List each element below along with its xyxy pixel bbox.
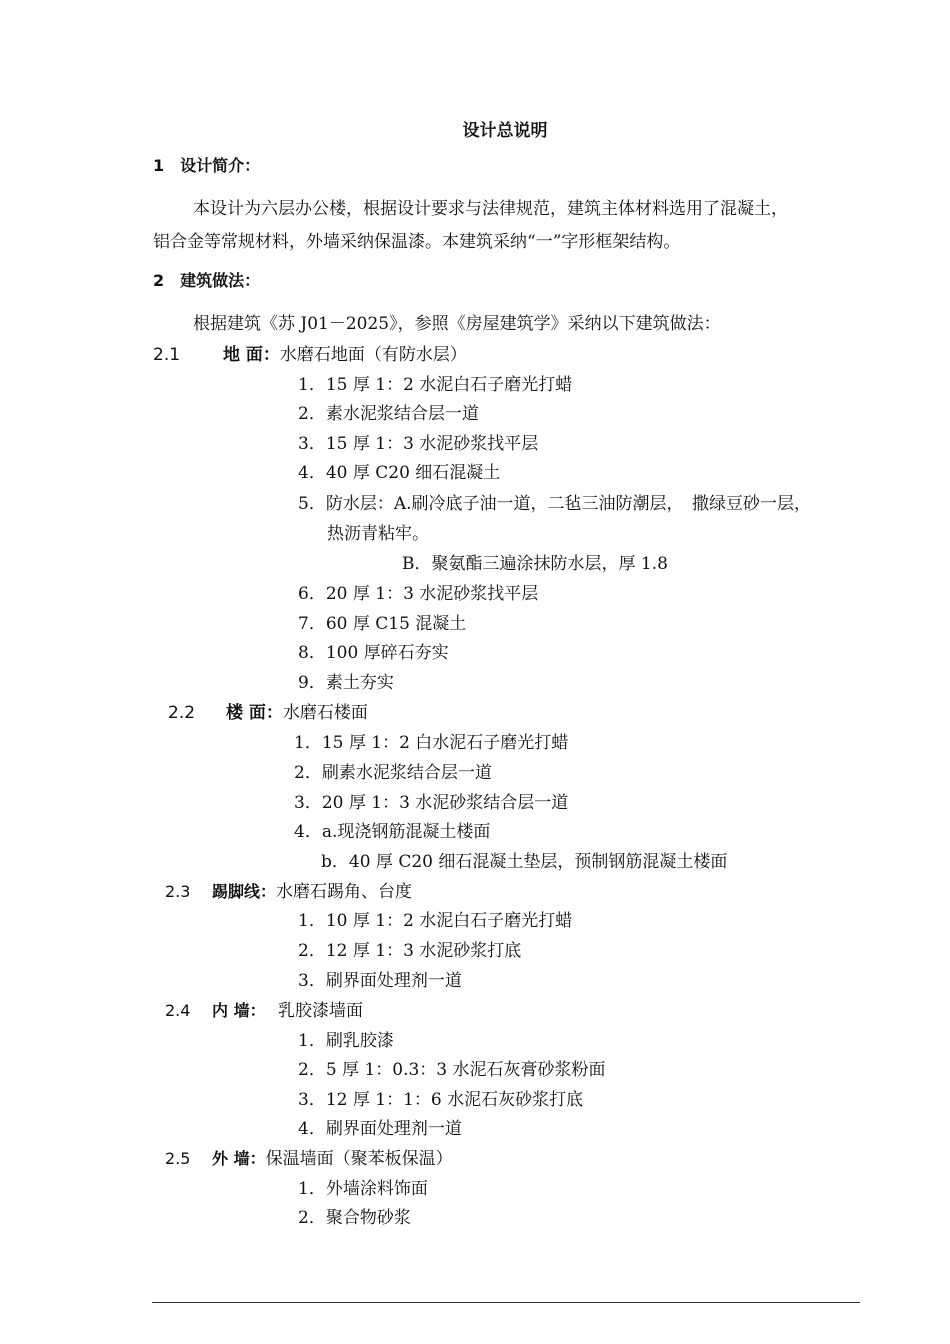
list-item: 6．20 厚 1：3 水泥砂浆找平层 [298, 584, 539, 604]
footer-divider [152, 1302, 860, 1303]
subsection-number: 2.2 [168, 703, 196, 723]
list-item: 3．刷界面处理剂一道 [298, 971, 462, 991]
list-item: 2．5 厚 1：0.3：3 水泥石灰膏砂浆粉面 [298, 1060, 606, 1080]
list-item: 4．a.现浇钢筋混凝土楼面 [294, 822, 491, 842]
subsection-2-5-label [165, 1144, 453, 1169]
section-1-paragraph-line-2: 铝合金等常规材料，外墙采纳保温漆。本建筑采纳“一”字形框架结构。 [153, 232, 681, 252]
list-item: 1．15 厚 1：2 水泥白石子磨光打蜡 [298, 375, 573, 395]
list-item: 1．刷乳胶漆 [298, 1031, 394, 1051]
subsection-2-1-label [153, 340, 467, 365]
list-item: 2．素水泥浆结合层一道 [298, 404, 479, 424]
subsection-2-3-label [165, 877, 412, 902]
subsection-name: 踢脚线： [212, 882, 277, 901]
list-item: 1．外墙涂料饰面 [298, 1179, 428, 1199]
list-item: 4．刷界面处理剂一道 [298, 1119, 462, 1139]
list-item: 7．60 厚 C15 混凝土 [298, 614, 467, 634]
subsection-2-2-label [168, 698, 368, 723]
list-item: 1．15 厚 1：2 白水泥石子磨光打蜡 [294, 733, 569, 753]
list-item-subitem: b．40 厚 C20 细石混凝土垫层，预制钢筋混凝土楼面 [321, 852, 728, 872]
subsection-number: 2.5 [165, 1149, 191, 1168]
subsection-number: 2.1 [153, 345, 181, 365]
subsection-number: 2.4 [165, 1001, 191, 1020]
section-1-heading: 1 设计简介： [153, 156, 261, 175]
subsection-name: 地 面： [223, 345, 280, 365]
section-1-paragraph-line-1: 本设计为六层办公楼，根据设计要求与法律规范，建筑主体材料选用了混凝土， [193, 199, 788, 219]
list-item: 3．12 厚 1：1：6 水泥石灰砂浆打底 [298, 1090, 584, 1110]
list-item: 2．12 厚 1：3 水泥砂浆打底 [298, 941, 522, 961]
subsection-name: 楼 面： [226, 703, 283, 723]
list-item: 3．20 厚 1：3 水泥砂浆结合层一道 [294, 793, 569, 813]
subsection-number: 2.3 [165, 882, 191, 901]
subsection-description: 水磨石地面（有防水层） [279, 345, 467, 365]
list-item-continuation: 热沥青粘牢。 [327, 524, 429, 544]
list-item: 3．15 厚 1：3 水泥砂浆找平层 [298, 434, 539, 454]
list-item: 9．素土夯实 [298, 673, 394, 693]
subsection-description: 乳胶漆墙面 [278, 1001, 363, 1021]
subsection-name: 外 墙： [212, 1149, 266, 1168]
list-item: 2．聚合物砂浆 [298, 1208, 411, 1228]
list-item: 5．防水层：A.刷冷底子油一道，二毡三油防潮层， 撒绿豆砂一层， [298, 494, 811, 514]
list-item: 1．10 厚 1：2 水泥白石子磨光打蜡 [298, 911, 573, 931]
list-item-subitem: B．聚氨酯三遍涂抹防水层，厚 1.8 [402, 554, 668, 574]
list-item: 4．40 厚 C20 细石混凝土 [298, 463, 501, 483]
subsection-name: 内 墙： [212, 1001, 266, 1020]
section-2-heading: 2 建筑做法： [153, 271, 261, 290]
list-item: 2．刷素水泥浆结合层一道 [294, 763, 492, 783]
list-item: 8．100 厚碎石夯实 [298, 643, 449, 663]
page-title: 设计总说明 [462, 121, 548, 141]
subsection-2-4-label [165, 996, 363, 1021]
section-2-intro: 根据建筑《苏 J01－2025》，参照《房屋建筑学》采纳以下建筑做法： [193, 314, 721, 334]
subsection-description: 保温墙面（聚苯板保温） [265, 1149, 453, 1169]
subsection-description: 水磨石踢角、台度 [276, 882, 413, 902]
subsection-description: 水磨石楼面 [282, 703, 368, 723]
